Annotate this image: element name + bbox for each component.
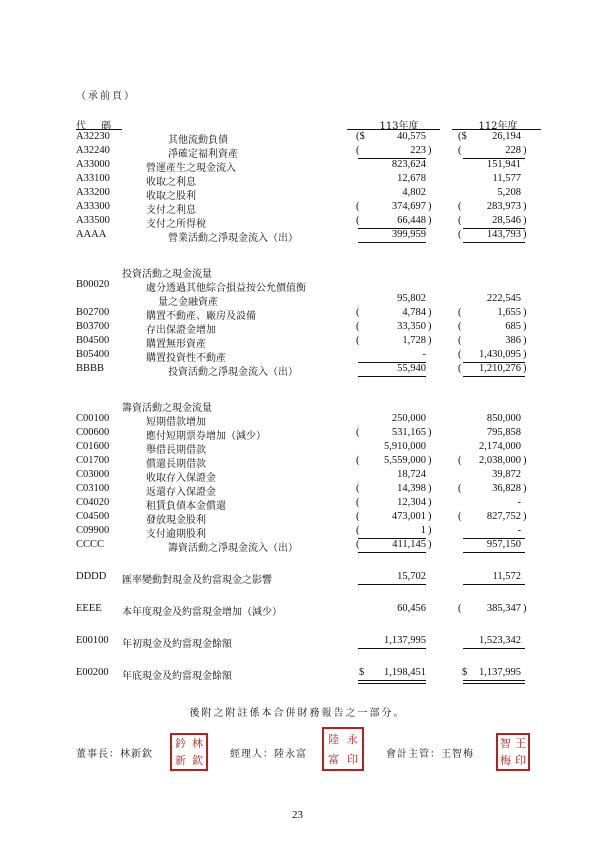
row-label: 購置不動產、廠房及設備 — [146, 311, 256, 322]
underline — [358, 584, 426, 585]
chairman-seal: 鈐 林 新 欽 — [170, 733, 208, 771]
amount-2024: 1,728 — [402, 335, 426, 346]
paren-close: ) — [523, 455, 527, 466]
amount-2024: 411,145 — [392, 539, 426, 550]
footnote: 後附之附註係本合併財務報告之一部分。 — [189, 708, 406, 719]
row-label: 購置無形資產 — [146, 339, 206, 350]
paren-open: ( — [458, 349, 462, 360]
code-header-rule — [76, 129, 122, 130]
paren-open: ( — [458, 335, 462, 346]
chairman-signature: 董事長：林新欽 — [76, 749, 153, 760]
table-row — [0, 539, 595, 553]
row-label: 支付之利息 — [146, 205, 196, 216]
row-code: E00200 — [76, 667, 109, 678]
row-code: A32230 — [76, 131, 110, 142]
table-row — [0, 335, 595, 349]
amount-2024: 4,802 — [402, 187, 426, 198]
paren-open: ( — [458, 603, 462, 614]
table-row — [0, 131, 595, 145]
row-label: 舉借長期借款 — [146, 445, 206, 456]
row-code: C01600 — [76, 441, 110, 452]
table-row — [0, 201, 595, 215]
row-code: C00100 — [76, 413, 110, 424]
paren-close: ) — [428, 427, 432, 438]
table-row — [0, 427, 595, 441]
year-2024-header: 113年度 — [379, 121, 419, 132]
paren-close: ) — [523, 603, 527, 614]
amount-2023: 386 — [505, 335, 521, 346]
paren-open: ( — [356, 455, 360, 466]
underline — [463, 648, 525, 649]
paren-open: ( — [356, 539, 360, 550]
underline — [463, 552, 525, 553]
paren-close: ) — [428, 215, 432, 226]
paren-open: ( — [356, 215, 360, 226]
paren-open: ( — [356, 201, 360, 212]
table-row — [0, 215, 595, 229]
table-row — [0, 173, 595, 187]
table-row — [0, 187, 595, 201]
row-label: 支付逾期股利 — [146, 529, 206, 540]
amount-2024: 1,198,451 — [384, 667, 426, 678]
amount-2024: 18,724 — [397, 469, 426, 480]
amount-2024: 374,697 — [391, 201, 426, 212]
paren-open: ( — [356, 335, 360, 346]
row-code: A32240 — [76, 145, 110, 156]
amount-2023: 11,572 — [492, 571, 521, 582]
amount-2024: 5,559,000 — [384, 455, 426, 466]
table-row — [0, 497, 595, 511]
row-code: A33200 — [76, 187, 110, 198]
paren-open: ( — [458, 215, 462, 226]
paren-close: ) — [523, 511, 527, 522]
year-2024-rule — [347, 129, 440, 130]
amount-2023: 39,872 — [492, 469, 521, 480]
table-row — [0, 159, 595, 173]
row-label: 本年度現金及約當現金增加（減少） — [122, 607, 282, 618]
amount-2023: 222,545 — [486, 293, 521, 304]
amount-2024: 15,702 — [397, 571, 426, 582]
row-label: 年初現金及約當現金餘額 — [122, 639, 232, 650]
row-label: 淨確定福利資產 — [168, 149, 238, 160]
amount-2024: 4,784 — [402, 307, 426, 318]
table-row — [0, 363, 595, 377]
row-label: 營運產生之現金流入 — [146, 163, 236, 174]
amount-2024: 823,624 — [391, 159, 426, 170]
underline — [358, 242, 426, 243]
paren-close: ) — [523, 307, 527, 318]
paren-close: ) — [523, 201, 527, 212]
amount-2023: 26,194 — [492, 131, 521, 142]
year-2023-rule — [452, 129, 541, 130]
paren-close: ) — [428, 539, 432, 550]
manager-seal: 陸 永 富 印 — [322, 727, 364, 771]
continued-note: （承前頁） — [76, 91, 136, 102]
code-column-header: 代 碼 — [76, 121, 118, 132]
paren-close: ) — [428, 455, 432, 466]
underline — [463, 242, 525, 243]
table-row — [0, 321, 595, 335]
paren-close: ) — [523, 335, 527, 346]
amount-2023: 1,655 — [497, 307, 521, 318]
row-label: 籌資活動之淨現金流入（出） — [168, 543, 298, 554]
paren-close: ) — [428, 335, 432, 346]
amount-2023: 385,347 — [486, 603, 521, 614]
paren-close: ) — [428, 511, 432, 522]
amount-2023: 5,208 — [497, 187, 521, 198]
amount-2023: 151,941 — [486, 159, 521, 170]
table-row — [0, 145, 595, 159]
table-row — [0, 349, 595, 363]
table-row — [0, 571, 595, 585]
underline — [463, 584, 525, 585]
page-number: 23 — [292, 809, 303, 821]
paren-open: ( — [458, 483, 462, 494]
table-row — [0, 511, 595, 525]
paren-close: ) — [523, 363, 527, 374]
row-label: 投資活動之現金流量 — [122, 269, 212, 280]
amount-2024: 12,304 — [397, 497, 426, 508]
row-code: C04020 — [76, 497, 110, 508]
currency-symbol: $ — [359, 667, 365, 678]
row-label: 存出保證金增加 — [146, 325, 216, 336]
amount-2023: 28,546 — [492, 215, 521, 226]
row-label: 購置投資性不動產 — [146, 353, 226, 364]
amount-2024: 55,940 — [397, 363, 426, 374]
amount-2023: 2,038,000 — [479, 455, 521, 466]
amount-2023: 1,137,995 — [479, 667, 521, 678]
underline — [358, 648, 426, 649]
row-label: 租賃負債本金償還 — [146, 501, 226, 512]
amount-2023: 2,174,000 — [479, 441, 521, 452]
amount-2023: 685 — [505, 321, 521, 332]
manager-signature: 經理人：陸永富 — [230, 749, 307, 760]
amount-2023: 1,523,342 — [479, 635, 521, 646]
currency-symbol: ($ — [356, 131, 365, 142]
amount-2024: 399,959 — [391, 229, 426, 240]
amount-2024: 531,165 — [391, 427, 426, 438]
amount-2024: 250,000 — [391, 413, 426, 424]
row-label: 收取之利息 — [146, 177, 196, 188]
row-code: C04500 — [76, 511, 110, 522]
amount-2024: 95,802 — [397, 293, 426, 304]
year-2023-header: 112年度 — [478, 121, 518, 132]
row-label: 匯率變動對現金及約當現金之影響 — [122, 575, 272, 586]
row-label: 償還長期借款 — [146, 459, 206, 470]
paren-open: ( — [458, 201, 462, 212]
table-row — [0, 413, 595, 427]
row-label: 投資活動之淨現金流入（出） — [168, 367, 298, 378]
amount-2024: 33,350 — [397, 321, 426, 332]
amount-2024: 1,137,995 — [384, 635, 426, 646]
paren-close: ) — [428, 321, 432, 332]
table-row — [0, 667, 595, 681]
paren-open: ( — [458, 307, 462, 318]
row-code: B03700 — [76, 321, 110, 332]
paren-open: ( — [356, 525, 360, 536]
paren-open: ( — [356, 307, 360, 318]
paren-close: ) — [428, 145, 432, 156]
row-label: 量之金融資產 — [158, 297, 218, 308]
amount-2024: 40,575 — [397, 131, 426, 142]
row-code: A33100 — [76, 173, 110, 184]
amount-2024: 12,678 — [397, 173, 426, 184]
amount-2023: 1,210,276 — [479, 363, 521, 374]
amount-2023: 795,858 — [486, 427, 521, 438]
paren-open: ( — [356, 497, 360, 508]
amount-2023: 283,973 — [486, 201, 521, 212]
table-row — [0, 455, 595, 469]
amount-2023: 957,150 — [486, 539, 521, 550]
double-underline — [463, 680, 525, 684]
amount-2024: 1 — [420, 525, 426, 536]
paren-open: ( — [458, 321, 462, 332]
paren-close: ) — [523, 229, 527, 240]
paren-open: ( — [458, 145, 462, 156]
row-label: 應付短期票券增加（減少） — [146, 431, 266, 442]
row-code: B05400 — [76, 349, 110, 360]
table-row — [0, 469, 595, 483]
paren-open: ( — [458, 511, 462, 522]
table-row — [0, 279, 595, 293]
row-code: DDDD — [76, 571, 107, 582]
paren-open: ( — [458, 229, 462, 240]
amount-2024: 223 — [410, 145, 426, 156]
amount-2023: 143,793 — [486, 229, 521, 240]
paren-close: ) — [428, 525, 432, 536]
row-code: E00100 — [76, 635, 109, 646]
table-row — [0, 307, 595, 321]
paren-close: ) — [428, 483, 432, 494]
row-code: BBBB — [76, 363, 105, 374]
row-code: B04500 — [76, 335, 110, 346]
paren-open: ( — [458, 455, 462, 466]
row-label: 其他流動負債 — [168, 135, 228, 146]
table-row — [0, 441, 595, 455]
row-label: 營業活動之淨現金流入（出） — [168, 233, 298, 244]
paren-close: ) — [523, 145, 527, 156]
row-code: A33500 — [76, 215, 110, 226]
row-code: A33300 — [76, 201, 110, 212]
paren-open: ( — [356, 427, 360, 438]
amount-2023: 850,000 — [486, 413, 521, 424]
table-row — [0, 399, 595, 413]
paren-close: ) — [523, 483, 527, 494]
amount-2024: 5,910,000 — [384, 441, 426, 452]
amount-2023: 1,430,095 — [479, 349, 521, 360]
row-code: CCCC — [76, 539, 105, 550]
amount-2023: 36,828 — [492, 483, 521, 494]
paren-close: ) — [523, 349, 527, 360]
amount-2023: 228 — [505, 145, 521, 156]
amount-2023: - — [517, 525, 521, 536]
amount-2024: 66,448 — [397, 215, 426, 226]
table-row — [0, 525, 595, 539]
row-code: B02700 — [76, 307, 110, 318]
paren-close: ) — [428, 307, 432, 318]
row-label: 收取之股利 — [146, 191, 196, 202]
amount-2024: 60,456 — [397, 603, 426, 614]
underline — [358, 376, 426, 377]
paren-close: ) — [523, 321, 527, 332]
currency-symbol: ($ — [458, 131, 467, 142]
row-code: C00600 — [76, 427, 110, 438]
paren-open: ( — [458, 363, 462, 374]
amount-2024: - — [422, 349, 426, 360]
paren-close: ) — [428, 497, 432, 508]
row-label: 籌資活動之現金流量 — [122, 403, 212, 414]
table-row — [0, 293, 595, 307]
amount-2023: 827,752 — [486, 511, 521, 522]
row-label: 返還存入保證金 — [146, 487, 216, 498]
paren-open: ( — [356, 511, 360, 522]
row-code: AAAA — [76, 229, 107, 240]
table-row — [0, 483, 595, 497]
table-row — [0, 603, 595, 617]
currency-symbol: $ — [462, 667, 468, 678]
row-code: C01700 — [76, 455, 110, 466]
paren-open: ( — [356, 321, 360, 332]
paren-open: ( — [356, 483, 360, 494]
underline — [358, 552, 426, 553]
row-label: 收取存入保證金 — [146, 473, 216, 484]
amount-2024: 473,001 — [391, 511, 426, 522]
row-code: C03000 — [76, 469, 110, 480]
paren-close: ) — [428, 201, 432, 212]
amount-2024: 14,398 — [397, 483, 426, 494]
row-label: 處分透過其他綜合損益按公允價值衡 — [146, 283, 306, 294]
row-label: 短期借款增加 — [146, 417, 206, 428]
row-label: 發放現金股利 — [146, 515, 206, 526]
accounting-head-seal: 智 王 梅 印 — [496, 733, 530, 771]
double-underline — [358, 680, 426, 684]
paren-close: ) — [523, 215, 527, 226]
underline — [463, 376, 525, 377]
row-code: C03100 — [76, 483, 110, 494]
amount-2023: - — [517, 497, 521, 508]
row-code: A33000 — [76, 159, 110, 170]
table-row — [0, 265, 595, 279]
table-row — [0, 229, 595, 243]
table-row — [0, 635, 595, 649]
row-label: 支付之所得稅 — [146, 219, 206, 230]
row-code: C09900 — [76, 525, 110, 536]
row-label: 年底現金及約當現金餘額 — [122, 671, 232, 682]
amount-2023: 11,577 — [492, 173, 521, 184]
paren-open: ( — [356, 145, 360, 156]
accounting-head-signature: 會計主管：王智梅 — [386, 749, 474, 760]
row-code: B00020 — [76, 279, 110, 290]
row-code: EEEE — [76, 603, 102, 614]
